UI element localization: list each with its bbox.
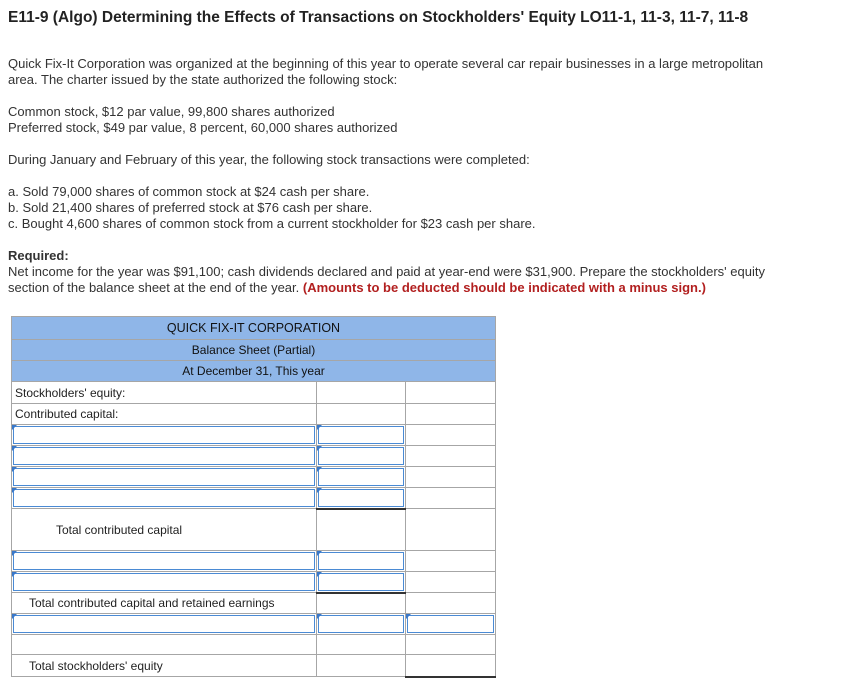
account-input-box[interactable]: [13, 552, 315, 570]
table-row: [12, 446, 496, 467]
header-date-row: [12, 361, 496, 382]
during-text: During January and February of this year, the following stock transactions were completed:: [8, 152, 530, 167]
account-select-4[interactable]: [12, 488, 317, 509]
input-marker-icon: [317, 614, 322, 619]
account-select-3[interactable]: [12, 467, 317, 488]
dropdown-marker-icon: [12, 488, 17, 493]
empty-cell: [406, 446, 496, 467]
amount-input-4[interactable]: [317, 488, 406, 509]
amount-input-3[interactable]: [317, 467, 406, 488]
table-row: [12, 593, 496, 614]
required-line-2: [8, 280, 706, 296]
input-marker-icon: [317, 467, 322, 472]
header-company-row: [12, 317, 496, 340]
input-marker-icon: [317, 446, 322, 451]
empty-cell: [406, 593, 496, 614]
header-statement-row: [12, 340, 496, 361]
account-input-box[interactable]: [13, 447, 315, 465]
empty-cell: [317, 509, 406, 551]
empty-cell: [406, 551, 496, 572]
account-select-1[interactable]: [12, 425, 317, 446]
required-label: Required:: [8, 248, 69, 263]
account-select-2[interactable]: [12, 446, 317, 467]
amount-input-box[interactable]: [318, 468, 404, 486]
table-row: [12, 572, 496, 593]
amount-input-8[interactable]: [406, 614, 496, 635]
dropdown-marker-icon: [12, 425, 17, 430]
company-name: QUICK FIX-IT CORPORATION: [12, 317, 496, 340]
required-line-2-text: section of the balance sheet at the end of the year.: [8, 280, 300, 295]
statement-name: Balance Sheet (Partial): [12, 340, 496, 361]
empty-cell: [406, 425, 496, 446]
transaction-b: b. Sold 21,400 shares of preferred stock at $76 cash per share.: [8, 200, 373, 215]
dropdown-marker-icon: [12, 446, 17, 451]
required-line-1: Net income for the year was $91,100; cash dividends declared and paid at year-end were $31,900. Prepare the stockholders' equity: [8, 264, 765, 279]
total-stockholders-equity-label: Total stockholders' equity: [12, 655, 317, 677]
empty-cell: [406, 635, 496, 655]
input-marker-icon: [317, 488, 322, 493]
table-row: [12, 404, 496, 425]
stockholders-equity-label: Stockholders' equity:: [12, 382, 317, 404]
amount-input-1[interactable]: [317, 425, 406, 446]
amount-input-box[interactable]: [407, 615, 494, 633]
empty-cell: [317, 382, 406, 404]
empty-cell: [317, 635, 406, 655]
table-row: [12, 635, 496, 655]
balance-sheet-table: [11, 316, 496, 678]
account-input-box[interactable]: [13, 615, 315, 633]
preferred-stock-text: Preferred stock, $49 par value, 8 percent, 60,000 shares authorized: [8, 120, 398, 135]
total-contributed-retained-label: Total contributed capital and retained earnings: [12, 593, 317, 614]
empty-cell: [406, 488, 496, 509]
account-input-box[interactable]: [13, 489, 315, 507]
common-stock-text: Common stock, $12 par value, 99,800 shares authorized: [8, 104, 335, 119]
empty-cell: [406, 509, 496, 551]
account-input-box[interactable]: [13, 573, 315, 591]
dropdown-marker-icon: [12, 614, 17, 619]
table-row: [12, 614, 496, 635]
empty-cell: [317, 593, 406, 614]
input-marker-icon: [317, 425, 322, 430]
account-input-box[interactable]: [13, 468, 315, 486]
amount-input-box[interactable]: [318, 489, 404, 507]
amount-input-box[interactable]: [318, 426, 404, 444]
table-row: [12, 655, 496, 677]
empty-cell: [317, 404, 406, 425]
amount-input-5[interactable]: [317, 551, 406, 572]
amount-input-box[interactable]: [318, 573, 404, 591]
table-row: [12, 425, 496, 446]
empty-cell: [406, 572, 496, 593]
transaction-a: a. Sold 79,000 shares of common stock at $24 cash per share.: [8, 184, 370, 199]
amount-input-2[interactable]: [317, 446, 406, 467]
dropdown-marker-icon: [12, 572, 17, 577]
intro-line-2: area. The charter issued by the state authorized the following stock:: [8, 72, 398, 87]
table-row: [12, 382, 496, 404]
account-select-5[interactable]: [12, 551, 317, 572]
amount-input-7[interactable]: [317, 614, 406, 635]
input-marker-icon: [317, 572, 322, 577]
amount-input-box[interactable]: [318, 615, 404, 633]
empty-cell: [12, 635, 317, 655]
table-row: [12, 488, 496, 509]
account-input-box[interactable]: [13, 426, 315, 444]
contributed-capital-label: Contributed capital:: [12, 404, 317, 425]
amount-input-box[interactable]: [318, 447, 404, 465]
table-row: [12, 509, 496, 551]
empty-cell: [317, 655, 406, 677]
amount-input-box[interactable]: [318, 552, 404, 570]
statement-date: At December 31, This year: [12, 361, 496, 382]
dropdown-marker-icon: [12, 467, 17, 472]
exercise-title: E11-9 (Algo) Determining the Effects of Transactions on Stockholders' Equity LO11-1, 11-3, 11-7, 11-8: [8, 9, 749, 26]
total-contributed-capital-label: Total contributed capital: [12, 509, 317, 551]
table-row: [12, 551, 496, 572]
account-select-6[interactable]: [12, 572, 317, 593]
empty-cell: [406, 382, 496, 404]
intro-line-1: Quick Fix-It Corporation was organized at the beginning of this year to operate several car repair businesses in a large metropolitan: [8, 56, 764, 71]
input-marker-icon: [406, 614, 411, 619]
empty-cell: [406, 467, 496, 488]
table-row: [12, 467, 496, 488]
minus-sign-note: (Amounts to be deducted should be indicated with a minus sign.): [302, 280, 706, 295]
dropdown-marker-icon: [12, 551, 17, 556]
transaction-c: c. Bought 4,600 shares of common stock from a current stockholder for $23 cash per share.: [8, 216, 536, 231]
account-select-7[interactable]: [12, 614, 317, 635]
input-marker-icon: [317, 551, 322, 556]
empty-cell: [406, 404, 496, 425]
amount-input-6[interactable]: [317, 572, 406, 593]
total-equity-cell: [406, 655, 496, 677]
